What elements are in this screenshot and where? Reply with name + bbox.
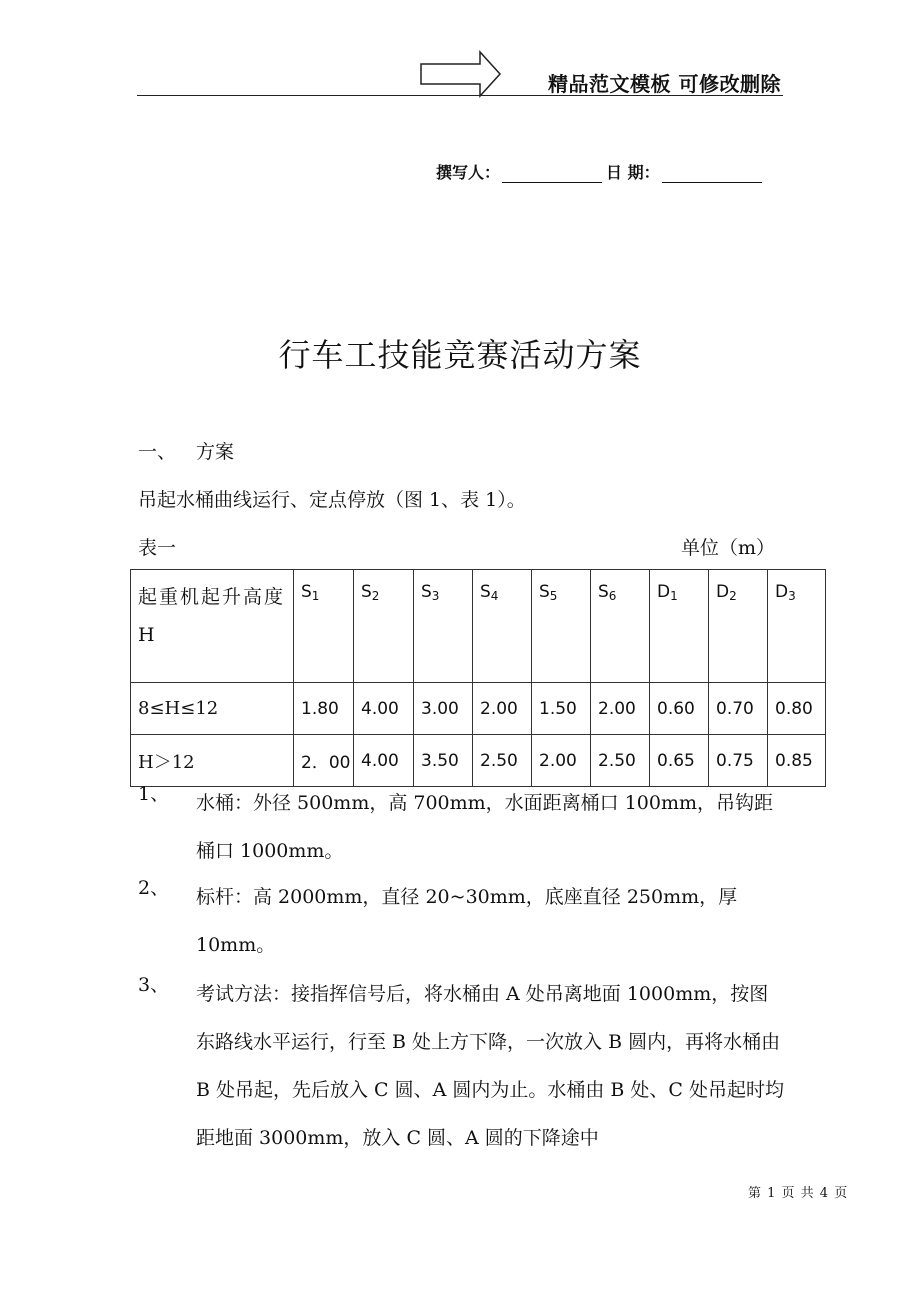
header-cell: $S_3$ bbox=[414, 570, 473, 683]
section-title: 方案 bbox=[196, 441, 235, 463]
table-label: 表一 bbox=[138, 537, 177, 559]
header-cell: $D_3$ bbox=[768, 570, 826, 683]
table-row bbox=[131, 683, 826, 735]
date-label: 日 期： bbox=[606, 163, 660, 182]
header-rule bbox=[137, 95, 783, 96]
table-cell: 4.00 bbox=[354, 683, 414, 735]
table-cell: 3.50 bbox=[414, 735, 473, 787]
spec-table bbox=[130, 569, 826, 787]
intro-paragraph: 吊起水桶曲线运行、定点停放（图 1、表 1）。 bbox=[138, 489, 526, 511]
table-header-row bbox=[131, 570, 826, 683]
section-number: 一、 bbox=[138, 441, 177, 463]
table-cell: 0.80 bbox=[768, 683, 826, 735]
row-label: 8≤H≤12 bbox=[131, 683, 294, 735]
date-blank bbox=[662, 164, 762, 183]
section-heading bbox=[138, 437, 234, 464]
table-cell: 2.50 bbox=[591, 735, 650, 787]
table-cell: 2.50 bbox=[473, 735, 532, 787]
document-title: 行车工技能竞赛活动方案 bbox=[278, 336, 642, 374]
table-cell: 0.75 bbox=[709, 735, 768, 787]
table-cell: 2.00 bbox=[591, 683, 650, 735]
table-cell: 1.80 bbox=[294, 683, 354, 735]
signature-line bbox=[436, 160, 766, 183]
list-item-text: 标杆：高 2000mm，直径 20~30mm，底座直径 250mm，厚 10mm。 bbox=[196, 886, 738, 956]
table-cell: 3.00 bbox=[414, 683, 473, 735]
header-cell: $S_5$ bbox=[532, 570, 591, 683]
table-cell: 0.65 bbox=[650, 735, 709, 787]
row-label: H＞12 bbox=[131, 735, 294, 787]
list-item-text: 考试方法：接指挥信号后，将水桶由 A 处吊离地面 1000mm，按图东路线水平运行，行至 B 处上方下降，一次放入 B 圆内，再将水桶由 B 处吊起，先后放入 C 圆、A 圆内为止。水桶由 B 处、C 处吊起时均距地面 3000mm，放入 C 圆、A 圆的下降途中 bbox=[196, 983, 784, 1149]
page-number: 第 1 页 共 4 页 bbox=[748, 1186, 849, 1201]
table-cell: 4.00 bbox=[354, 735, 414, 787]
header-cell: $S_4$ bbox=[473, 570, 532, 683]
list-item-number: 3、 bbox=[138, 974, 170, 996]
right-arrow-outline-icon bbox=[420, 50, 502, 98]
table-unit: 单位（m） bbox=[681, 537, 776, 559]
header-cell: $D_2$ bbox=[709, 570, 768, 683]
author-label: 撰写人： bbox=[436, 163, 501, 182]
header-cell: $S_6$ bbox=[591, 570, 650, 683]
header-cell: $S_1$ bbox=[294, 570, 354, 683]
table-cell: 1.50 bbox=[532, 683, 591, 735]
table-cell: 0.60 bbox=[650, 683, 709, 735]
author-blank bbox=[502, 164, 602, 183]
header-cell-height: 起重机起升高度 H bbox=[131, 570, 294, 683]
page-header bbox=[137, 50, 783, 98]
table-cell: 2．00 bbox=[294, 735, 354, 787]
list-item-number: 1、 bbox=[138, 783, 170, 805]
header-cell: $D_1$ bbox=[650, 570, 709, 683]
header-banner-text: 精品范文模板 可修改删除 bbox=[548, 72, 781, 96]
table-cell: 2.00 bbox=[532, 735, 591, 787]
list-item-number: 2、 bbox=[138, 877, 170, 899]
table-cell: 0.70 bbox=[709, 683, 768, 735]
list-item-text: 水桶：外径 500mm，高 700mm，水面距离桶口 100mm，吊钩距桶口 1000mm。 bbox=[196, 792, 774, 862]
header-cell: $S_2$ bbox=[354, 570, 414, 683]
table-cell: 0.85 bbox=[768, 735, 826, 787]
table-cell: 2.00 bbox=[473, 683, 532, 735]
